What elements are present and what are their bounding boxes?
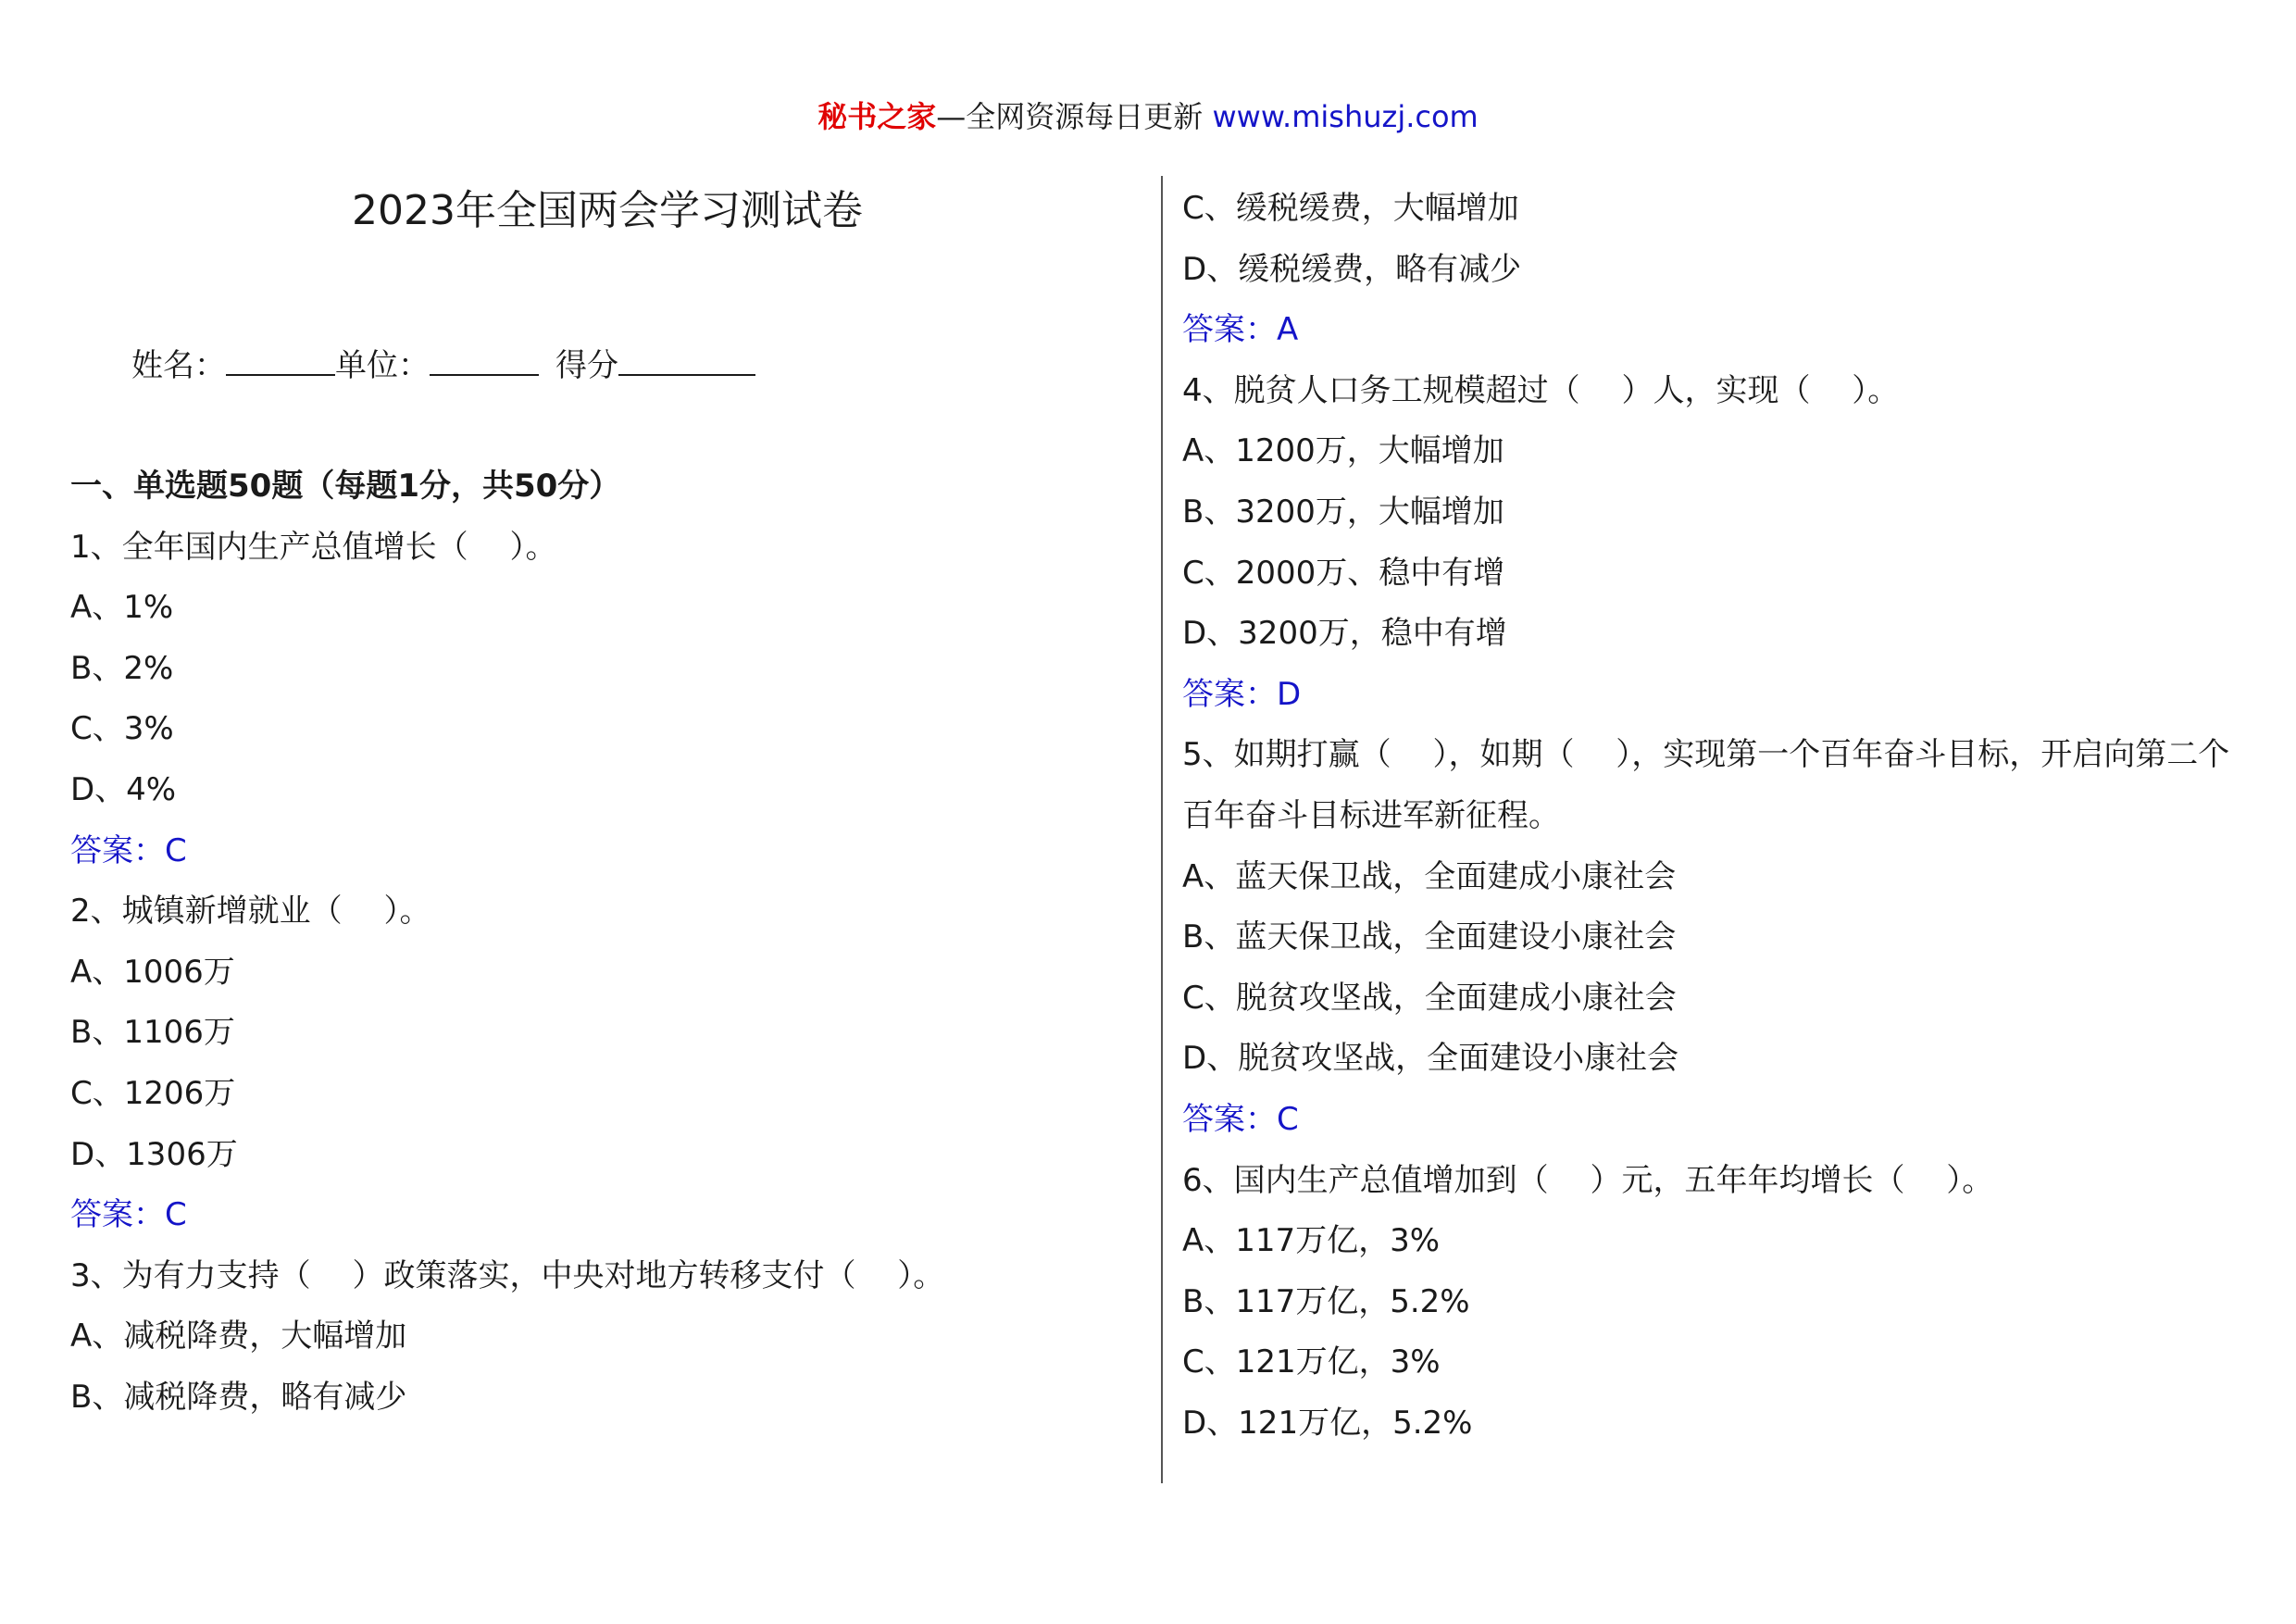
examinee-info [131, 339, 755, 390]
question-1-option-a: A、1% [70, 589, 174, 627]
question-5-option-a: A、蓝天保卫战，全面建成小康社会 [1182, 857, 1677, 895]
question-4-text: 4、脱贫人口务工规模超过（ ）人，实现（ ）。 [1182, 371, 1900, 409]
question-2-option-d: D、1306万 [70, 1135, 238, 1173]
question-4-option-b: B、3200万，大幅增加 [1182, 493, 1504, 531]
question-6-option-a: A、117万亿，3% [1182, 1222, 1441, 1260]
question-3-option-a: A、减税降费，大幅增加 [70, 1318, 407, 1355]
question-3-answer: 答案：A [1182, 311, 1299, 349]
unit-label: 单位： [335, 347, 430, 384]
question-5-option-d: D、脱贫攻坚战，全面建设小康社会 [1182, 1040, 1679, 1078]
question-4-answer: 答案：D [1182, 675, 1302, 713]
question-2-answer: 答案：C [70, 1196, 187, 1234]
left-question-flow [70, 456, 1126, 1429]
question-5-option-b: B、蓝天保卫战，全面建设小康社会 [1182, 918, 1677, 956]
score-blank[interactable] [618, 339, 755, 376]
question-5-option-c: C、脱贫攻坚战，全面建成小康社会 [1182, 979, 1677, 1017]
name-blank[interactable] [226, 339, 335, 376]
right-question-flow [1182, 179, 2238, 1454]
question-6-option-d: D、121万亿，5.2% [1182, 1404, 1473, 1442]
question-1-option-d: D、4% [70, 770, 177, 808]
site-url-link[interactable]: www.mishuzj.com [1212, 99, 1479, 134]
question-5-text: 5、如期打赢（ ），如期（ ），实现第一个百年奋斗目标，开启向第二个百年奋斗目标进军新征程。 [1182, 736, 2230, 834]
question-6-text: 6、国内生产总值增加到（ ）元，五年年均增长（ ）。 [1182, 1161, 1994, 1199]
question-1-option-b: B、2% [70, 649, 174, 687]
question-3-option-c: C、缓税缓费，大幅增加 [1182, 190, 1519, 227]
question-2-option-a: A、1006万 [70, 953, 235, 991]
question-2-text: 2、城镇新增就业（ ）。 [70, 893, 431, 931]
question-1-answer: 答案：C [70, 831, 187, 869]
question-3-option-b: B、减税降费，略有减少 [70, 1378, 407, 1416]
site-header [0, 94, 2296, 139]
question-2-option-c: C、1206万 [70, 1074, 236, 1112]
question-2-option-b: B、1106万 [70, 1014, 235, 1052]
question-3-text: 3、为有力支持（ ）政策落实，中央对地方转移支付（ ）。 [70, 1256, 945, 1294]
question-3-option-d: D、缓税缓费，略有减少 [1182, 250, 1522, 288]
unit-blank[interactable] [430, 339, 539, 376]
section-heading: 一、单选题50题（每题1分，共50分） [70, 468, 621, 505]
site-brand: 秘书之家 [817, 99, 937, 134]
site-slogan: —全网资源每日更新 [936, 99, 1213, 134]
question-1-text: 1、全年国内生产总值增长（ ）。 [70, 528, 557, 566]
question-4-option-d: D、3200万，稳中有增 [1182, 615, 1507, 653]
question-4-option-a: A、1200万，大幅增加 [1182, 432, 1504, 470]
exam-title: 2023年全国两会学习测试卷 [352, 187, 863, 234]
column-divider [1161, 176, 1163, 1483]
question-6-option-b: B、117万亿，5.2% [1182, 1282, 1470, 1320]
score-label: 得分 [555, 347, 618, 384]
name-label: 姓名： [131, 347, 226, 384]
question-5-answer: 答案：C [1182, 1100, 1299, 1138]
question-4-option-c: C、2000万、稳中有增 [1182, 554, 1505, 592]
question-1-option-c: C、3% [70, 710, 174, 748]
question-6-option-c: C、121万亿，3% [1182, 1343, 1441, 1381]
